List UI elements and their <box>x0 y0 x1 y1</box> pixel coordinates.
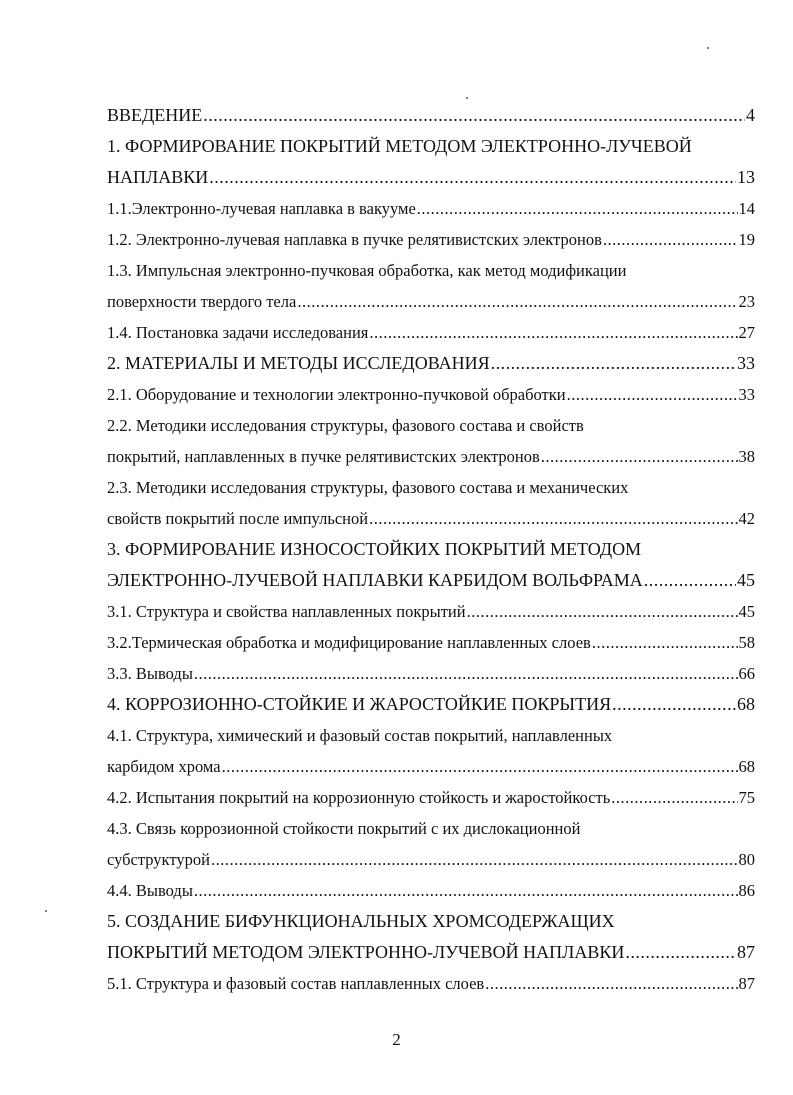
toc-line <box>107 131 755 162</box>
toc-entry-title: 5. СОЗДАНИЕ БИФУНКЦИОНАЛЬНЫХ ХРОМСОДЕРЖАЩИХ <box>107 911 615 931</box>
table-of-contents <box>107 100 755 999</box>
dot-leader <box>603 224 738 255</box>
toc-entry-title: 2.3. Методики исследования структуры, фазового состава и механических <box>107 478 629 497</box>
dot-leader <box>211 844 738 875</box>
dot-leader <box>612 689 736 720</box>
toc-line <box>107 596 755 627</box>
toc-line <box>107 503 755 534</box>
toc-line <box>107 751 755 782</box>
toc-entry-title: 1. ФОРМИРОВАНИЕ ПОКРЫТИЙ МЕТОДОМ ЭЛЕКТРОННО-ЛУЧЕВОЙ <box>107 136 692 156</box>
toc-line <box>107 317 755 348</box>
toc-entry-page: 13 <box>737 167 755 187</box>
toc-entry-title: ВВЕДЕНИЕ <box>107 105 203 125</box>
toc-line <box>107 348 755 379</box>
toc-line <box>107 937 755 968</box>
toc-entry-page: 45 <box>737 570 755 590</box>
toc-entry-title: 1.2. Электронно-лучевая наплавка в пучке релятивистских электронов <box>107 230 602 249</box>
toc-entry-title: 4.4. Выводы <box>107 881 193 900</box>
toc-line <box>107 410 755 441</box>
toc-entry-page: 87 <box>737 942 755 962</box>
toc-entry-title: 2.1. Оборудование и технологии электронно-пучковой обработки <box>107 385 566 404</box>
toc-entry-title: 4.1. Структура, химический и фазовый состав покрытий, наплавленных <box>107 726 613 745</box>
toc-line <box>107 534 755 565</box>
toc-entry-title: 1.3. Импульсная электронно-пучковая обработка, как метод модификации <box>107 261 627 280</box>
toc-line <box>107 968 755 999</box>
toc-line <box>107 813 755 844</box>
dot-leader <box>297 286 737 317</box>
dot-leader <box>625 937 736 968</box>
dot-leader <box>611 782 737 813</box>
dot-leader <box>491 348 736 379</box>
toc-entry-page: 86 <box>738 881 755 900</box>
toc-entry-page: 45 <box>738 602 755 621</box>
toc-entry-title: 3. ФОРМИРОВАНИЕ ИЗНОСОСТОЙКИХ ПОКРЫТИЙ МЕТОДОМ <box>107 539 642 559</box>
dot-leader <box>209 162 736 193</box>
toc-line <box>107 472 755 503</box>
toc-entry-page: 68 <box>737 694 755 714</box>
toc-entry-page: 33 <box>738 385 755 404</box>
dot-leader <box>567 379 738 410</box>
toc-line <box>107 844 755 875</box>
toc-entry-title: покрытий, наплавленных в пучке релятивистских электронов <box>107 447 540 466</box>
dot-leader <box>485 968 737 999</box>
toc-entry-title: ПОКРЫТИЙ МЕТОДОМ ЭЛЕКТРОННО-ЛУЧЕВОЙ НАПЛАВКИ <box>107 942 625 962</box>
toc-line <box>107 162 755 193</box>
toc-entry-title: 3.1. Структура и свойства наплавленных покрытий <box>107 602 466 621</box>
toc-line <box>107 875 755 906</box>
toc-line <box>107 193 755 224</box>
toc-entry-page: 42 <box>738 509 755 528</box>
toc-line <box>107 906 755 937</box>
toc-line <box>107 627 755 658</box>
toc-entry-page: 75 <box>738 788 755 807</box>
toc-entry-title: свойств покрытий после импульсной <box>107 509 369 528</box>
toc-entry-title: 5.1. Структура и фазовый состав наплавленных слоев <box>107 974 485 993</box>
toc-entry-title: субструктурой <box>107 850 210 869</box>
toc-line <box>107 689 755 720</box>
dot-leader <box>541 441 738 472</box>
dot-leader <box>194 875 738 906</box>
toc-entry-page: 66 <box>738 664 755 683</box>
toc-entry-title: 3.2.Термическая обработка и модифицирование наплавленных слоев <box>107 633 591 652</box>
scan-speck <box>707 47 709 49</box>
toc-entry-page: 33 <box>737 353 755 373</box>
toc-entry-page: 14 <box>738 199 755 218</box>
dot-leader <box>592 627 738 658</box>
toc-line <box>107 565 755 596</box>
toc-entry-title: 4. КОРРОЗИОННО-СТОЙКИЕ И ЖАРОСТОЙКИЕ ПОКРЫТИЯ <box>107 694 612 714</box>
toc-entry-title: 1.1.Электронно-лучевая наплавка в вакууме <box>107 199 416 218</box>
dot-leader <box>369 503 737 534</box>
toc-line <box>107 441 755 472</box>
toc-entry-title: 2.2. Методики исследования структуры, фазового состава и свойств <box>107 416 584 435</box>
dot-leader <box>369 317 737 348</box>
toc-entry-title: ЭЛЕКТРОННО-ЛУЧЕВОЙ НАПЛАВКИ КАРБИДОМ ВОЛЬФРАМА <box>107 570 643 590</box>
toc-line <box>107 224 755 255</box>
toc-entry-page: 58 <box>738 633 755 652</box>
page-number: 2 <box>392 1030 401 1049</box>
toc-entry-page: 23 <box>738 292 755 311</box>
dot-leader <box>222 751 738 782</box>
toc-line <box>107 379 755 410</box>
toc-entry-title: 4.3. Связь коррозионной стойкости покрытий с их дислокационной <box>107 819 581 838</box>
scan-speck <box>466 97 468 99</box>
toc-entry-page: 19 <box>738 230 755 249</box>
toc-entry-title: 3.3. Выводы <box>107 664 193 683</box>
toc-line <box>107 720 755 751</box>
toc-entry-page: 27 <box>738 323 755 342</box>
dot-leader <box>644 565 736 596</box>
toc-entry-page: 80 <box>738 850 755 869</box>
toc-line <box>107 286 755 317</box>
toc-entry-page: 4 <box>746 105 755 125</box>
dot-leader <box>417 193 738 224</box>
dot-leader <box>194 658 738 689</box>
dot-leader <box>467 596 738 627</box>
toc-entry-page: 87 <box>738 974 755 993</box>
toc-line <box>107 255 755 286</box>
toc-entry-title: 1.4. Постановка задачи исследования <box>107 323 369 342</box>
toc-entry-title: 2. МАТЕРИАЛЫ И МЕТОДЫ ИССЛЕДОВАНИЯ <box>107 353 490 373</box>
toc-entry-page: 68 <box>738 757 755 776</box>
toc-entry-title: поверхности твердого тела <box>107 292 297 311</box>
toc-entry-title: 4.2. Испытания покрытий на коррозионную стойкость и жаростойкость <box>107 788 611 807</box>
toc-entry-page: 38 <box>738 447 755 466</box>
toc-entry-title: карбидом хрома <box>107 757 221 776</box>
toc-line <box>107 100 755 131</box>
scan-speck <box>45 910 47 912</box>
toc-line <box>107 658 755 689</box>
toc-entry-title: НАПЛАВКИ <box>107 167 209 187</box>
dot-leader <box>203 100 745 131</box>
toc-line <box>107 782 755 813</box>
